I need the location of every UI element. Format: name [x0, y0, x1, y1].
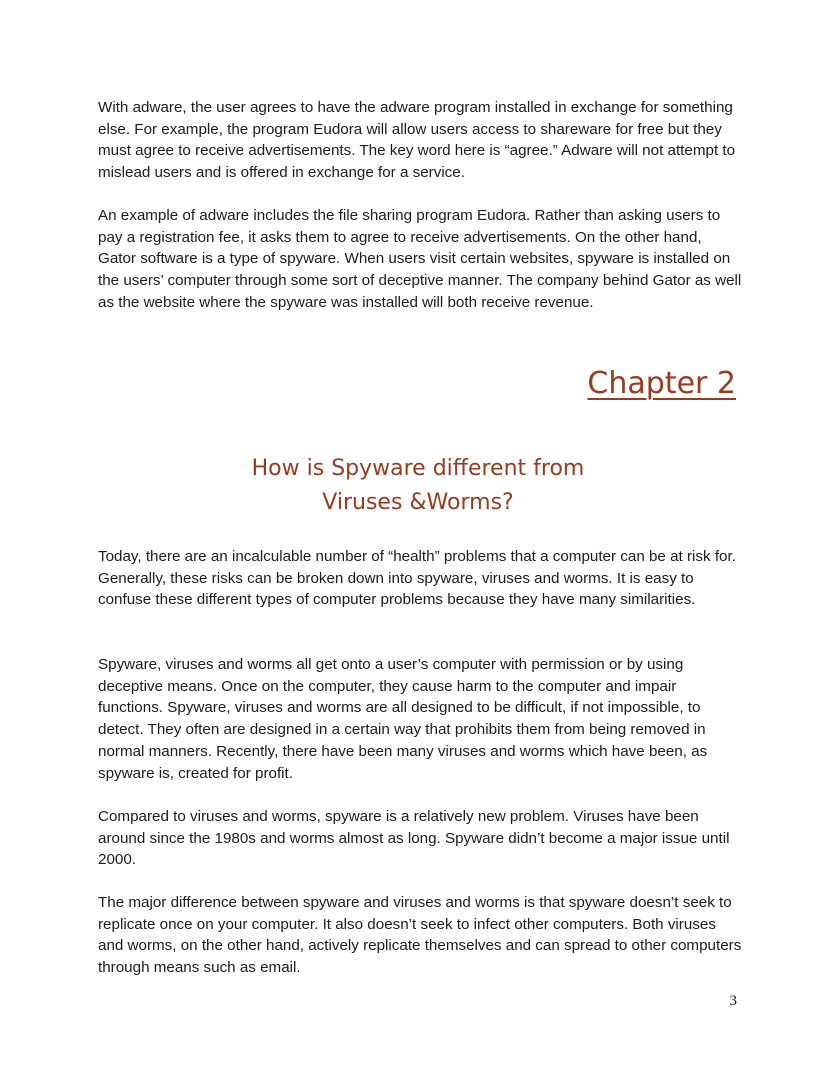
paragraph-major-difference: The major difference between spyware and viruses and worms is that spyware doesn’t seek to replicate once on your computer. It also doesn’t seek to infect other computers. Both viruses and worms, on the other hand, actively replicate themselves and can spread to other computers through means such as email. [98, 894, 742, 977]
paragraph-history: Compared to viruses and worms, spyware is a relatively new problem. Viruses have been around since the 1980s and worms almost as long. Spyware didn’t become a major issue until 2000. [98, 808, 730, 869]
paragraph-similarities: Spyware, viruses and worms all get onto a user’s computer with permission or by using deceptive means. Once on the computer, they cause harm to the computer and impair functions. Spyware, viruses and worms are all designed to be difficult, if not impossible, to detect. They often are designed in a certain way that prohibits them from being removed in normal manners. Recently, there have been many viruses and worms which have been, as spyware is, created for profit. [98, 656, 708, 782]
paragraph-adware-agreement: With adware, the user agrees to have the adware program installed in exchange for something else. For example, the program Eudora will allow users access to shareware for free but they must agree to receive advertisements. The key word here is “agree.” Adware will not attempt to mislead users and is offered in exchange for a service. [98, 99, 736, 182]
section-title-line-2: Viruses &Worms? [322, 490, 514, 515]
page-number: 3 [729, 993, 737, 1009]
chapter-title: Chapter 2 [587, 366, 736, 401]
section-title-line-1: How is Spyware different from [251, 456, 585, 481]
paragraph-adware-example: An example of adware includes the file sharing program Eudora. Rather than asking users to pay a registration fee, it asks them to agree to receive advertisements. On the other hand, Gator software is a type of spyware. When users visit certain websites, spyware is installed on the users’ computer through some sort of deceptive manner. The company behind Gator as well as the website where the spyware was installed will both receive revenue. [98, 207, 742, 311]
section-title [98, 452, 738, 520]
paragraph-health-problems: Today, there are an incalculable number of “health” problems that a computer can be at risk for. Generally, these risks can be broken down into spyware, viruses and worms. It is easy to confuse these different types of computer problems because they have many similarities. [98, 548, 736, 609]
